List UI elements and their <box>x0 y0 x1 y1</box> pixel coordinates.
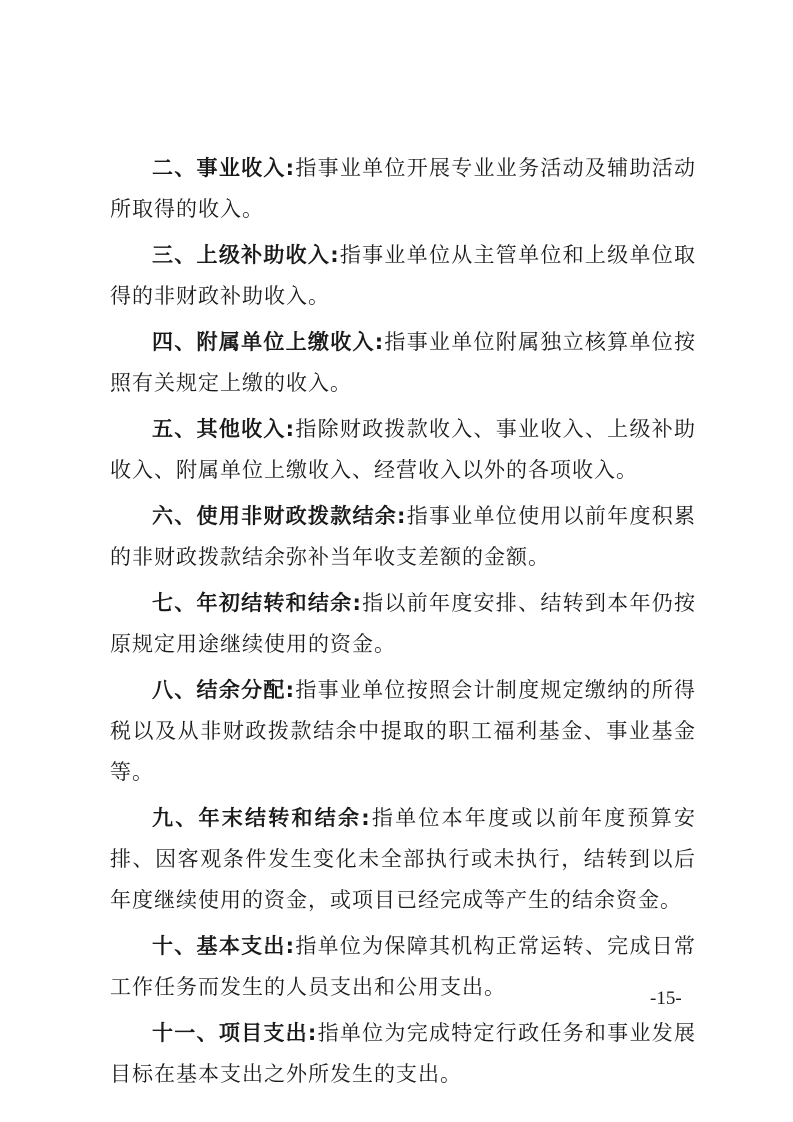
definition-term: 四、附属单位上缴收入: <box>152 330 385 354</box>
definition-term: 三、上级补助收入: <box>152 243 340 267</box>
definition-paragraph <box>110 409 696 491</box>
definition-text: 指事业单位开展专业业务活动及辅助活动所取得的收入。 <box>110 156 696 221</box>
definition-text: 指单位为完成特定行政任务和事业发展目标在基本支出之外所发生的支出。 <box>110 1021 696 1086</box>
definition-term: 九、年末结转和结余: <box>152 806 371 830</box>
definition-paragraph <box>110 322 696 404</box>
definition-text: 指事业单位使用以前年度积累的非财政拨款结余弥补当年收支差额的金额。 <box>110 504 696 569</box>
definition-paragraph <box>110 670 696 793</box>
definition-paragraph <box>110 235 696 317</box>
definition-text: 指事业单位按照会计制度规定缴纳的所得税以及从非财政拨款结余中提取的职工福利基金、事业基金等。 <box>110 678 696 784</box>
definition-term: 六、使用非财政拨款结余: <box>152 504 407 528</box>
definition-text: 指除财政拨款收入、事业收入、上级补助收入、附属单位上缴收入、经营收入以外的各项收入。 <box>110 417 696 482</box>
definition-text: 指事业单位附属独立核算单位按照有关规定上缴的收入。 <box>110 330 697 395</box>
definition-paragraph <box>110 148 696 230</box>
definition-term: 二、事业收入: <box>152 156 296 180</box>
definition-term: 五、其他收入: <box>152 417 296 441</box>
definition-term: 七、年初结转和结余: <box>152 591 362 615</box>
definition-text: 指单位本年度或以前年度预算安排、因客观条件发生变化未全部执行或未执行，结转到以后年度继续使用的资金，或项目已经完成等产生的结余资金。 <box>110 806 696 912</box>
definition-paragraph <box>110 496 696 578</box>
definition-text: 指单位为保障其机构正常运转、完成日常工作任务而发生的人员支出和公用支出。 <box>110 934 696 999</box>
page-number: -15- <box>650 988 682 1009</box>
definition-text: 指以前年度安排、结转到本年仍按原规定用途继续使用的资金。 <box>110 591 696 656</box>
definition-term: 十、基本支出: <box>152 934 296 958</box>
page-content <box>110 148 696 1100</box>
definition-term: 十一、项目支出: <box>152 1021 318 1045</box>
definition-paragraph <box>110 798 696 921</box>
definition-paragraph <box>110 583 696 665</box>
definition-paragraph <box>110 1013 696 1095</box>
definition-text: 指事业单位从主管单位和上级单位取得的非财政补助收入。 <box>110 243 697 308</box>
definition-paragraph <box>110 926 696 1008</box>
definition-term: 八、结余分配: <box>152 678 296 702</box>
